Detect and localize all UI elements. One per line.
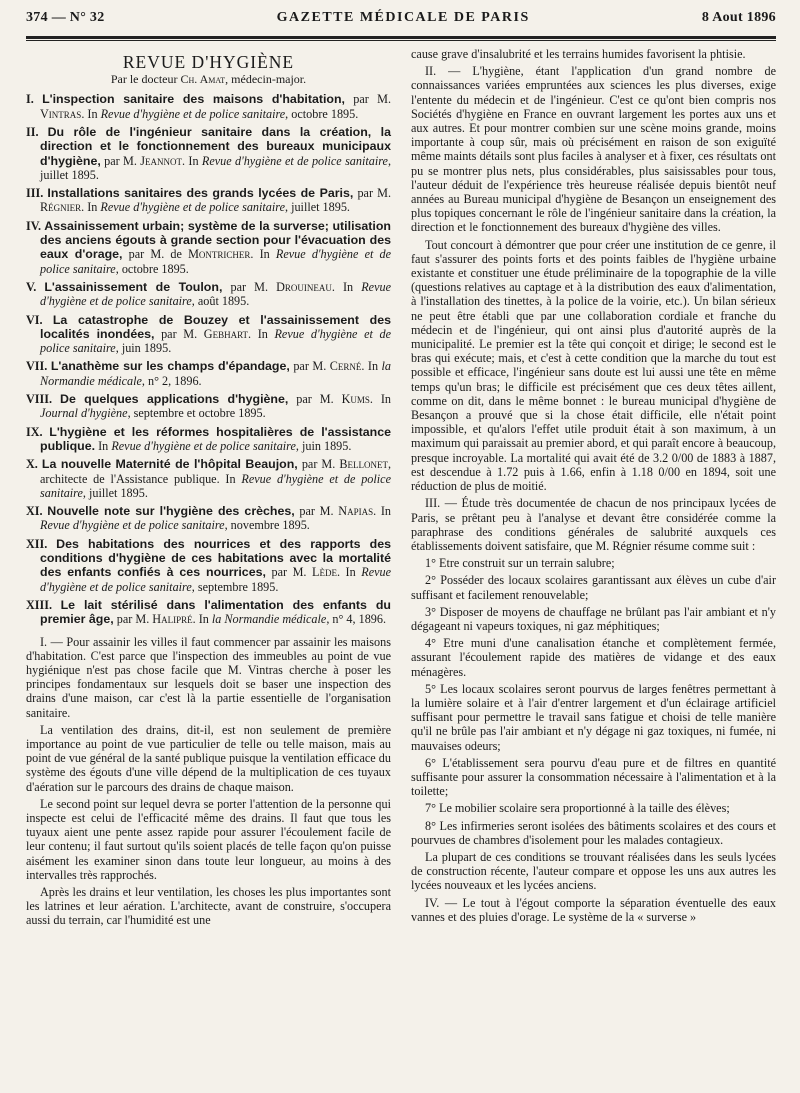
reference-number: III. [26,186,44,201]
reference-title: La catastrophe de Bouzey et l'assainissement des localités inondées, [40,312,391,341]
body-paragraph: I. — Pour assainir les villes il faut commencer par assainir les maisons d'habitation. C'est parce que l'inspection des immeubles au point de vue hygiénique n'est pas chose facile que M. Vintras cherche à poser les principes fondamentaux sur lesquels doit se baser une inspection des drains d'une maison, car c'est là la partie essentielle de l'organisation sanitaire. [26,634,391,720]
reference-date: , juillet 1895. [40,153,391,182]
reference-journal: Revue d'hygiène et de police sanitaire [201,153,388,168]
reference-title: Nouvelle note sur l'hygiène des crèches, [47,504,295,519]
reference-item [26,359,391,388]
reference-by: par M. [230,279,268,294]
reference-title: Assainissement urbain; système de la surverse; utilisation des anciens égouts à grande section pour l'évacuation des eaux d'orage, [40,218,392,262]
reference-number: VI. [26,312,43,327]
reference-number: IV. [26,218,42,233]
reference-author: Napias [338,504,374,519]
reference-in: . In [192,612,209,627]
body-paragraph: La ventilation des drains, dit-il, est non seulement de première importance au point de vue particulier de telle ou telle maison, mais au point de vue général de la santé publique puisque la ventilation efficace du système des égouts d'une ville dépend de la multiplication de ces tuyaux d'aération sur le parcours des drains de chaque maison. [26,722,391,794]
reference-item [26,219,391,276]
reference-in: . In [369,392,392,407]
reference-author: Vintras [40,106,82,121]
running-header [26,10,776,32]
reference-by: par M. [299,504,334,519]
header-rule [26,36,776,39]
reference-in: . In [81,200,98,215]
reference-by: par M. [116,612,150,627]
reference-in: . In [248,326,268,341]
header-rule-thin [26,40,776,41]
byline-prefix: Par le docteur [110,72,178,87]
reference-by: par M. [161,326,198,341]
issue-date: 8 Aout 1896 [701,10,776,25]
condition-item: 4° Etre muni d'une canalisation étanche et complètement fermée, assurant l'écoulement rapide des matières de vidange et des eaux ménagères. [411,636,776,679]
reference-in: , architecte de l'Assistance publique. In [40,457,392,486]
condition-item: 8° Les infirmeries seront isolées des bâtiments scolaires et des cours et pourvues de chambres d'isolement pour les malades contagieux. [411,818,776,847]
reference-in: . In [331,279,354,294]
reference-in: . In [361,359,379,374]
body-paragraph: III. — Étude très documentée de chacun de nos principaux lycées de Paris, se prêtant peu à l'analyse et devant être considérée comme la paraphrase des conditions générales de salubrité auxquels ces établissements doivent satisfaire, que M. Régnier résume comme suit : [411,496,776,553]
reference-in: . In [81,106,98,121]
reference-number: XII. [26,536,48,551]
reference-in: . In [250,247,270,262]
reference-date: , n° 2, 1896. [141,373,202,388]
reference-title: Installations sanitaires des grands lycées de Paris, [47,186,354,201]
body-paragraph: II. — L'hygiène, étant l'application d'un grand nombre de connaissances variées empruntées aux sciences les plus diverses, exige l'entente du médecin et de l'ingénieur. C'est ce qu'ont bien compris nos Sociétés d'hygiène en France en ouvrant largement les portes aux uns et aux autres. Et pour montrer combien sur une scène moins grande, moins importante à coup sûr, mais où précisément en raison de son exiguïté même maints détails sont plus faciles à analyser et à fixer, ces résultats ont pu se montrer plus nets, plus considérables, plus saisissables pour tous, l'auteur déduit de l'expérience très heureuse réalisée depuis bientôt neuf années au Bureau municipal d'hygiène de Besançon un enseignement des plus topiques concernant le rôle de l'ingénieur sanitaire dans la création, la direction et le fonctionnement des bureaux d'hygiène des villes. [411,64,776,235]
reference-journal: Journal d'hygiène [40,406,128,421]
reference-item [26,92,391,121]
reference-title: L'inspection sanitaire des maisons d'habitation, [42,92,345,107]
reference-date: , juillet 1895. [82,485,148,500]
reference-journal: Revue d'hygiène et de police sanitaire [100,200,285,215]
reference-journal: Revue d'hygiène et de police sanitaire [40,326,392,356]
condition-item: 3° Disposer de moyens de chauffage ne brûlant pas l'air ambiant et n'y dégageant ni vapeurs toxiques, ni gaz méphitiques; [411,604,776,633]
reference-in: . In [373,504,391,519]
reference-title: L'assainissement de Toulon, [44,279,223,294]
reference-in: . In [182,153,199,168]
byline [26,72,391,86]
reference-author: Kums [341,392,370,407]
reference-journal: Revue d'hygiène et de police sanitaire [111,438,296,453]
reference-number: II. [26,125,39,139]
reference-number: X. [26,457,38,472]
reference-title: Le lait stérilisé dans l'alimentation des enfants du premier âge, [40,597,391,627]
left-body-text [26,635,391,928]
reference-item [26,504,391,533]
reference-date: , juin 1895. [115,341,172,356]
reference-date: , octobre 1895. [115,261,189,276]
reference-author: Jeannot [140,153,183,168]
reference-date: , juin 1895. [295,438,352,453]
reference-title: La nouvelle Maternité de l'hôpital Beaujon, [41,457,298,472]
reference-item [26,186,391,215]
two-column-body [26,47,776,931]
reference-journal: Revue d'hygiène et de police sanitaire [40,471,391,500]
section-title: REVUE D'HYGIÈNE [122,52,295,72]
reference-journal: la Normandie médicale [40,359,392,388]
reference-by: par M. [104,153,137,168]
reference-title: L'hygiène et les réformes hospitalières de l'assistance publique. [40,424,391,453]
reference-item [26,125,391,182]
reference-item [26,537,391,594]
right-tail-text [411,850,776,924]
byline-suffix: , médecin-major. [225,72,307,87]
reference-title: Des habitations des nourrices et des rapports des conditions d'hygiène de ces habitations avec la mortalité des enfants confiés à ces nourrices, [40,536,392,580]
reference-journal: Revue d'hygiène et de police sanitaire [40,247,392,276]
reference-by: par M. [271,565,307,580]
reference-date: , septembre 1895. [191,579,279,594]
reference-by: par M. de [128,247,182,262]
reference-journal: Revue d'hygiène et de police sanitaire [40,279,392,309]
conditions-list [411,556,776,847]
reference-journal: Revue d'hygiène et de police sanitaire [40,565,392,594]
reference-journal: Revue d'hygiène et de police sanitaire [100,106,286,121]
reference-item [26,392,391,421]
reference-title: L'anathème sur les champs d'épandage, [50,359,290,374]
right-body-text [411,47,776,553]
reference-item [26,280,391,309]
reference-item [26,457,391,500]
byline-author: Ch. Amat [180,72,226,87]
condition-item: 1° Etre construit sur un terrain salubre; [425,556,615,571]
reference-author: Régnier [40,200,82,215]
reference-in: . In [336,565,356,580]
reference-date: , octobre 1895. [285,106,359,121]
reference-number: V. [26,279,37,294]
reference-by: par M. [301,457,336,472]
reference-author: Drouineau [276,279,332,294]
condition-item: 5° Les locaux scolaires seront pourvus de larges fenêtres permettant à la lumière solaire et à l'air d'entrer largement et d'un éclairage artificiel suffisant pour permettre le travail sans fatigue et choisi de telle manière qu'il ne brûle pas l'air ambiant et n'y dégage ni gaz toxiques, ni fumée, ni mauvaises odeurs; [411,681,776,753]
left-column [26,47,391,931]
reference-number: VII. [26,359,48,374]
reference-date: , n° 4, 1896. [326,612,387,627]
journal-title: GAZETTE MÉDICALE DE PARIS [276,10,530,25]
condition-item: 2° Posséder des locaux scolaires garantissant aux élèves un cube d'air suffisant et facilement renouvelable; [411,573,776,602]
reference-author: Cerné [329,359,362,374]
page-number: 374 — N° 32 [26,10,105,25]
body-paragraph: Après les drains et leur ventilation, les choses les plus importantes sont les latrines et leur aération. L'architecte, avant de construire, s'occupera aussi du terrain, car l'humidité est une [26,884,391,928]
reference-by: par M. [293,359,327,374]
reference-author: Halipré [152,612,193,627]
body-paragraph: Le second point sur lequel devra se porter l'attention de la personne qui inspecte est celui de l'efficacité même des drains. Il faut que tous les tuyaux aient une pente assez rapide pour assurer l'écoulement facile de leur contenu; il faut surtout qu'ils soient placés de telle façon qu'on puisse aisément les examiner sinon dans toute leur longueur, au moins à des intervalles très rapprochés. [26,796,391,882]
reference-date: , août 1895. [191,294,250,309]
reference-number: XI. [26,504,43,519]
reference-item [26,425,391,454]
reference-list [26,92,391,626]
reference-number: I. [26,92,34,107]
reference-item [26,598,391,627]
reference-author: Bellonet [339,457,388,472]
reference-title: De quelques applications d'hygiène, [60,392,289,407]
reference-date: , juillet 1895. [284,200,350,215]
reference-title: Du rôle de l'ingénieur sanitaire dans la création, la direction et le fonctionnement des bureaux municipaux d'hygiène, [40,125,392,168]
reference-by: par M. [296,392,334,407]
reference-in: In [98,438,109,453]
reference-item [26,313,391,356]
body-paragraph: Tout concourt à démontrer que pour créer une institution de ce genre, il faut s'assurer des points forts et des points faibles de l'hygiène urbaine existante et constituer une étude préliminaire de la topographie de la ville (questions relatives au captage et à la distribution des eaux d'alimentation, à l'installation des tinettes, à la police de la voirie, etc.). Un bilan sérieux ne peut être établi que par une collaboration cordiale et franche du médecin et de l'ingénieur, qui ont ainsi plus d'autorité auprès de la municipalité. Le premier est la tête qui conçoit et dirige; le second est le bras qui exécute; mais, et c'est à cette condition que la marche du tout est possible et efficace, l'ingénieur sans doute est lui aussi une tête en même temps qu'un bras; le difficile est précisément que ces deux têtes aillent, comme on dit, dans le même bonnet : le bureau municipal d'hygiène de Besançon a prouvé que si la chose était difficile, elle n'était point impossible, et qu'alors l'effet utile produit était à son maximum, à un maximum qui paraissait au premier abord, et qui paraît encore à beaucoup, presque incroyable. La mortalité qui avait été de 3.2 0/00 de 1883 à 1887, est descendue à 1.72 puis à 1.66, enfin à 1.18 0/00 en 1894, soit une réduction de plus de moitié. [411,237,776,494]
condition-item: 7° Le mobilier scolaire sera proportionné à la taille des élèves; [425,801,730,816]
body-paragraph: La plupart de ces conditions se trouvant réalisées dans les seuls lycées de construction récente, l'auteur compare et oppose les uns aux autres les lycées nouveaux et les lycées anciens. [411,849,776,893]
reference-journal: Revue d'hygiène et de police sanitaire [40,518,225,533]
right-column [411,47,776,931]
reference-author: Montricher [188,247,251,262]
reference-date: , novembre 1895. [224,518,310,533]
reference-number: VIII. [26,392,53,407]
reference-author: Gebhart [203,326,249,341]
condition-item: 6° L'établissement sera pourvu d'eau pure et de filtres en quantité suffisante pour assurer la consommation nécessaire à l'alimentation et à la toilette; [411,755,776,799]
reference-by: par M. [357,186,392,201]
reference-date: , septembre et octobre 1895. [127,406,266,421]
reference-number: XIII. [26,597,53,612]
reference-journal: la Normandie médicale [211,612,327,627]
body-paragraph: IV. — Le tout à l'égout comporte la séparation éventuelle des eaux vannes et des pluies d'orage. Le système de la « surverse » [411,895,776,924]
body-paragraph: cause grave d'insalubrité et les terrains humides favorisent la phtisie. [411,47,746,61]
reference-number: IX. [26,424,43,439]
reference-author: Lède [312,565,337,580]
reference-by: par M. [353,92,392,107]
